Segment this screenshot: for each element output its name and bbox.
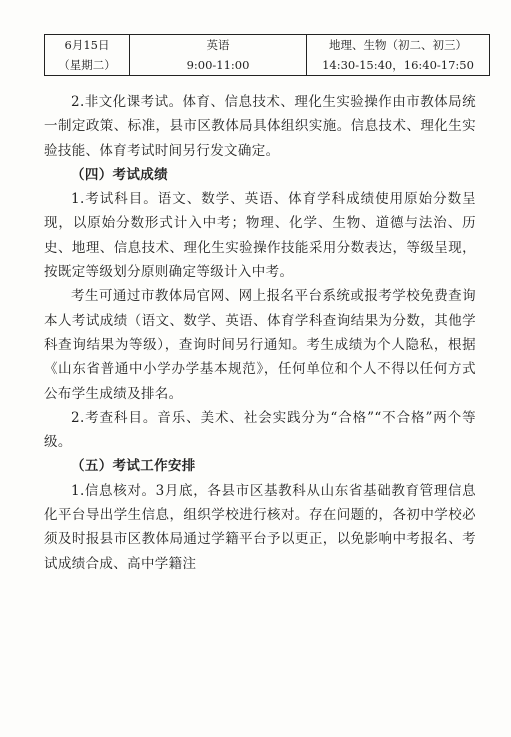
exam-date: 6月15日 [64, 38, 110, 52]
section-heading-exam-scores: （四）考试成绩 [71, 166, 168, 183]
table-row [45, 35, 490, 76]
morning-subject: 英语 [206, 38, 230, 52]
paragraph-information-check: 1.信息核对。3月底，各县市区基教科从山东省基础教育管理信息化平台导出学生信息，组织学校进行核对。存在问题的，各初中学校必须及时报县市区教体局通过学籍平台予以更正，以免影响中考报名、考试成绩合成、高中学籍注 [44, 482, 476, 572]
morning-session-cell [130, 35, 307, 76]
paragraph-exam-subjects: 1.考试科目。语文、数学、英语、体育学科成绩使用原始分数呈现，以原始分数形式计入中考；物理、化学、生物、道德与法治、历史、地理、信息技术、理化生实验操作技能采用分数表达，等级呈现，按既定等级划分原则确定等级计入中考。 [44, 191, 476, 281]
afternoon-subjects: 地理、生物（初二、初三） [329, 38, 467, 52]
document-body [44, 90, 476, 576]
date-cell [45, 35, 130, 76]
exam-schedule-table [44, 34, 490, 76]
paragraph-assessment-subjects: 2.考查科目。音乐、美术、社会实践分为“合格”“不合格”两个等级。 [44, 409, 476, 451]
paragraph-non-cultural-exams: 2.非文化课考试。体育、信息技术、理化生实验操作由市教体局统一制定政策、标准，县市区教体局具体组织实施。信息技术、理化生实验技能、体育考试时间另行发文确定。 [44, 94, 476, 159]
morning-time: 9:00-11:00 [186, 58, 250, 72]
afternoon-time: 14:30-15:40，16:40-17:50 [322, 58, 474, 72]
exam-weekday: （星期二） [58, 58, 116, 72]
afternoon-session-cell [307, 35, 490, 76]
paragraph-score-query: 考生可通过市教体局官网、网上报名平台系统或报考学校免费查询本人考试成绩（语文、数学、英语、体育学科查询结果为分数，其他学科查询结果为等级），查询时间另行通知。考生成绩为个人隐私，根据《山东省普通中小学办学基本规范》，任何单位和个人不得以任何方式公布学生成绩及排名。 [44, 288, 476, 402]
section-heading-exam-arrangements: （五）考试工作安排 [71, 458, 196, 475]
